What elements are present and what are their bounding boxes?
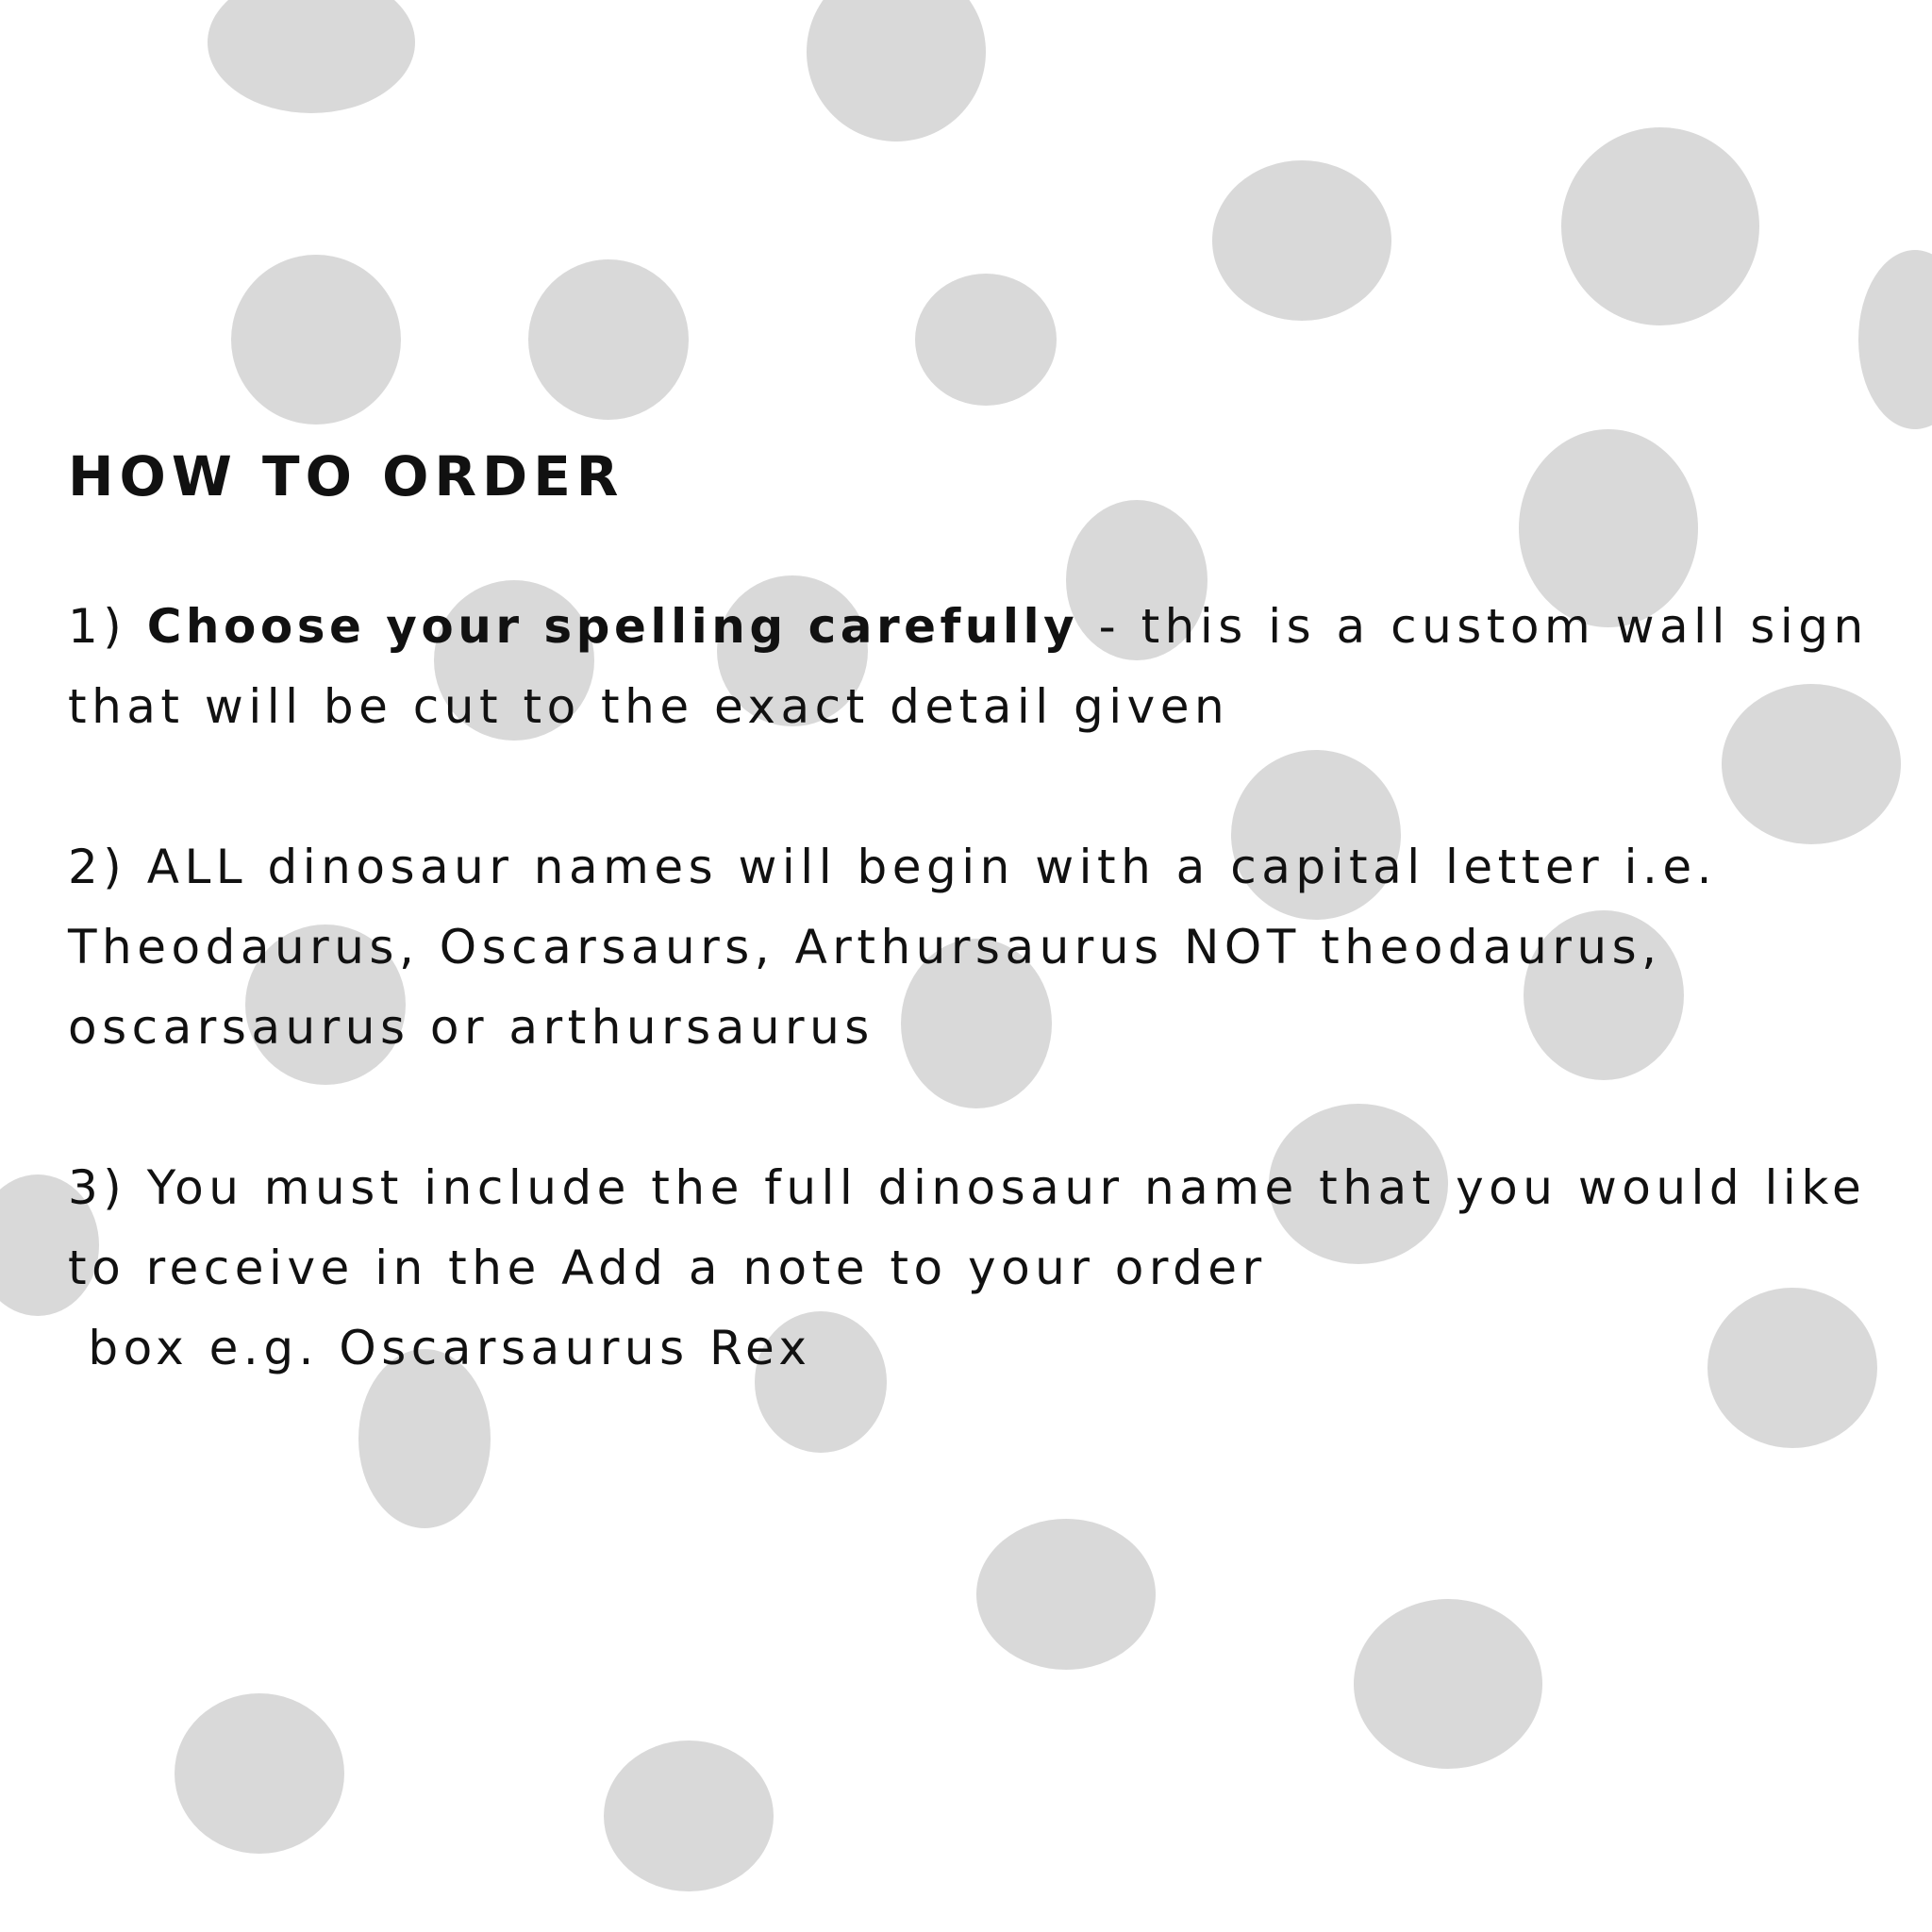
polka-dot xyxy=(1354,1599,1542,1769)
polka-dot xyxy=(604,1740,774,1891)
step-2 xyxy=(68,827,1898,1068)
polka-dot xyxy=(915,274,1057,406)
polka-dot xyxy=(208,0,415,113)
step-emphasis: Choose your spelling carefully xyxy=(146,599,1079,654)
polka-dot xyxy=(976,1519,1156,1670)
step-number: 2) xyxy=(68,840,127,894)
step-3 xyxy=(68,1148,1898,1389)
step-number: 3) xyxy=(68,1160,127,1215)
polka-dot xyxy=(1212,160,1391,321)
step-number: 1) xyxy=(68,599,127,654)
step-text: - this is a custom wall sign that will be cut to the exact detail given xyxy=(68,599,1869,734)
polka-dot xyxy=(528,259,689,420)
polka-dot xyxy=(807,0,986,142)
step-text-continued: box e.g. Oscarsaurus Rex xyxy=(68,1321,812,1375)
step-text: ALL dinosaur names will begin with a capital letter i.e. Theodaurus, Oscarsaurs, Arthursaurus NOT theodaurus, oscarsaurus or arthursaurus xyxy=(68,840,1718,1055)
step-text: You must include the full dinosaur name that you would like to receive in the Add a note to your order xyxy=(68,1160,1867,1295)
polka-dot xyxy=(1858,250,1932,429)
polka-dot xyxy=(175,1693,344,1854)
page-title: HOW TO ORDER xyxy=(68,444,625,508)
order-instructions xyxy=(68,443,1898,1469)
polka-dot xyxy=(231,255,401,425)
polka-dot xyxy=(1561,127,1759,325)
step-1 xyxy=(68,587,1898,747)
